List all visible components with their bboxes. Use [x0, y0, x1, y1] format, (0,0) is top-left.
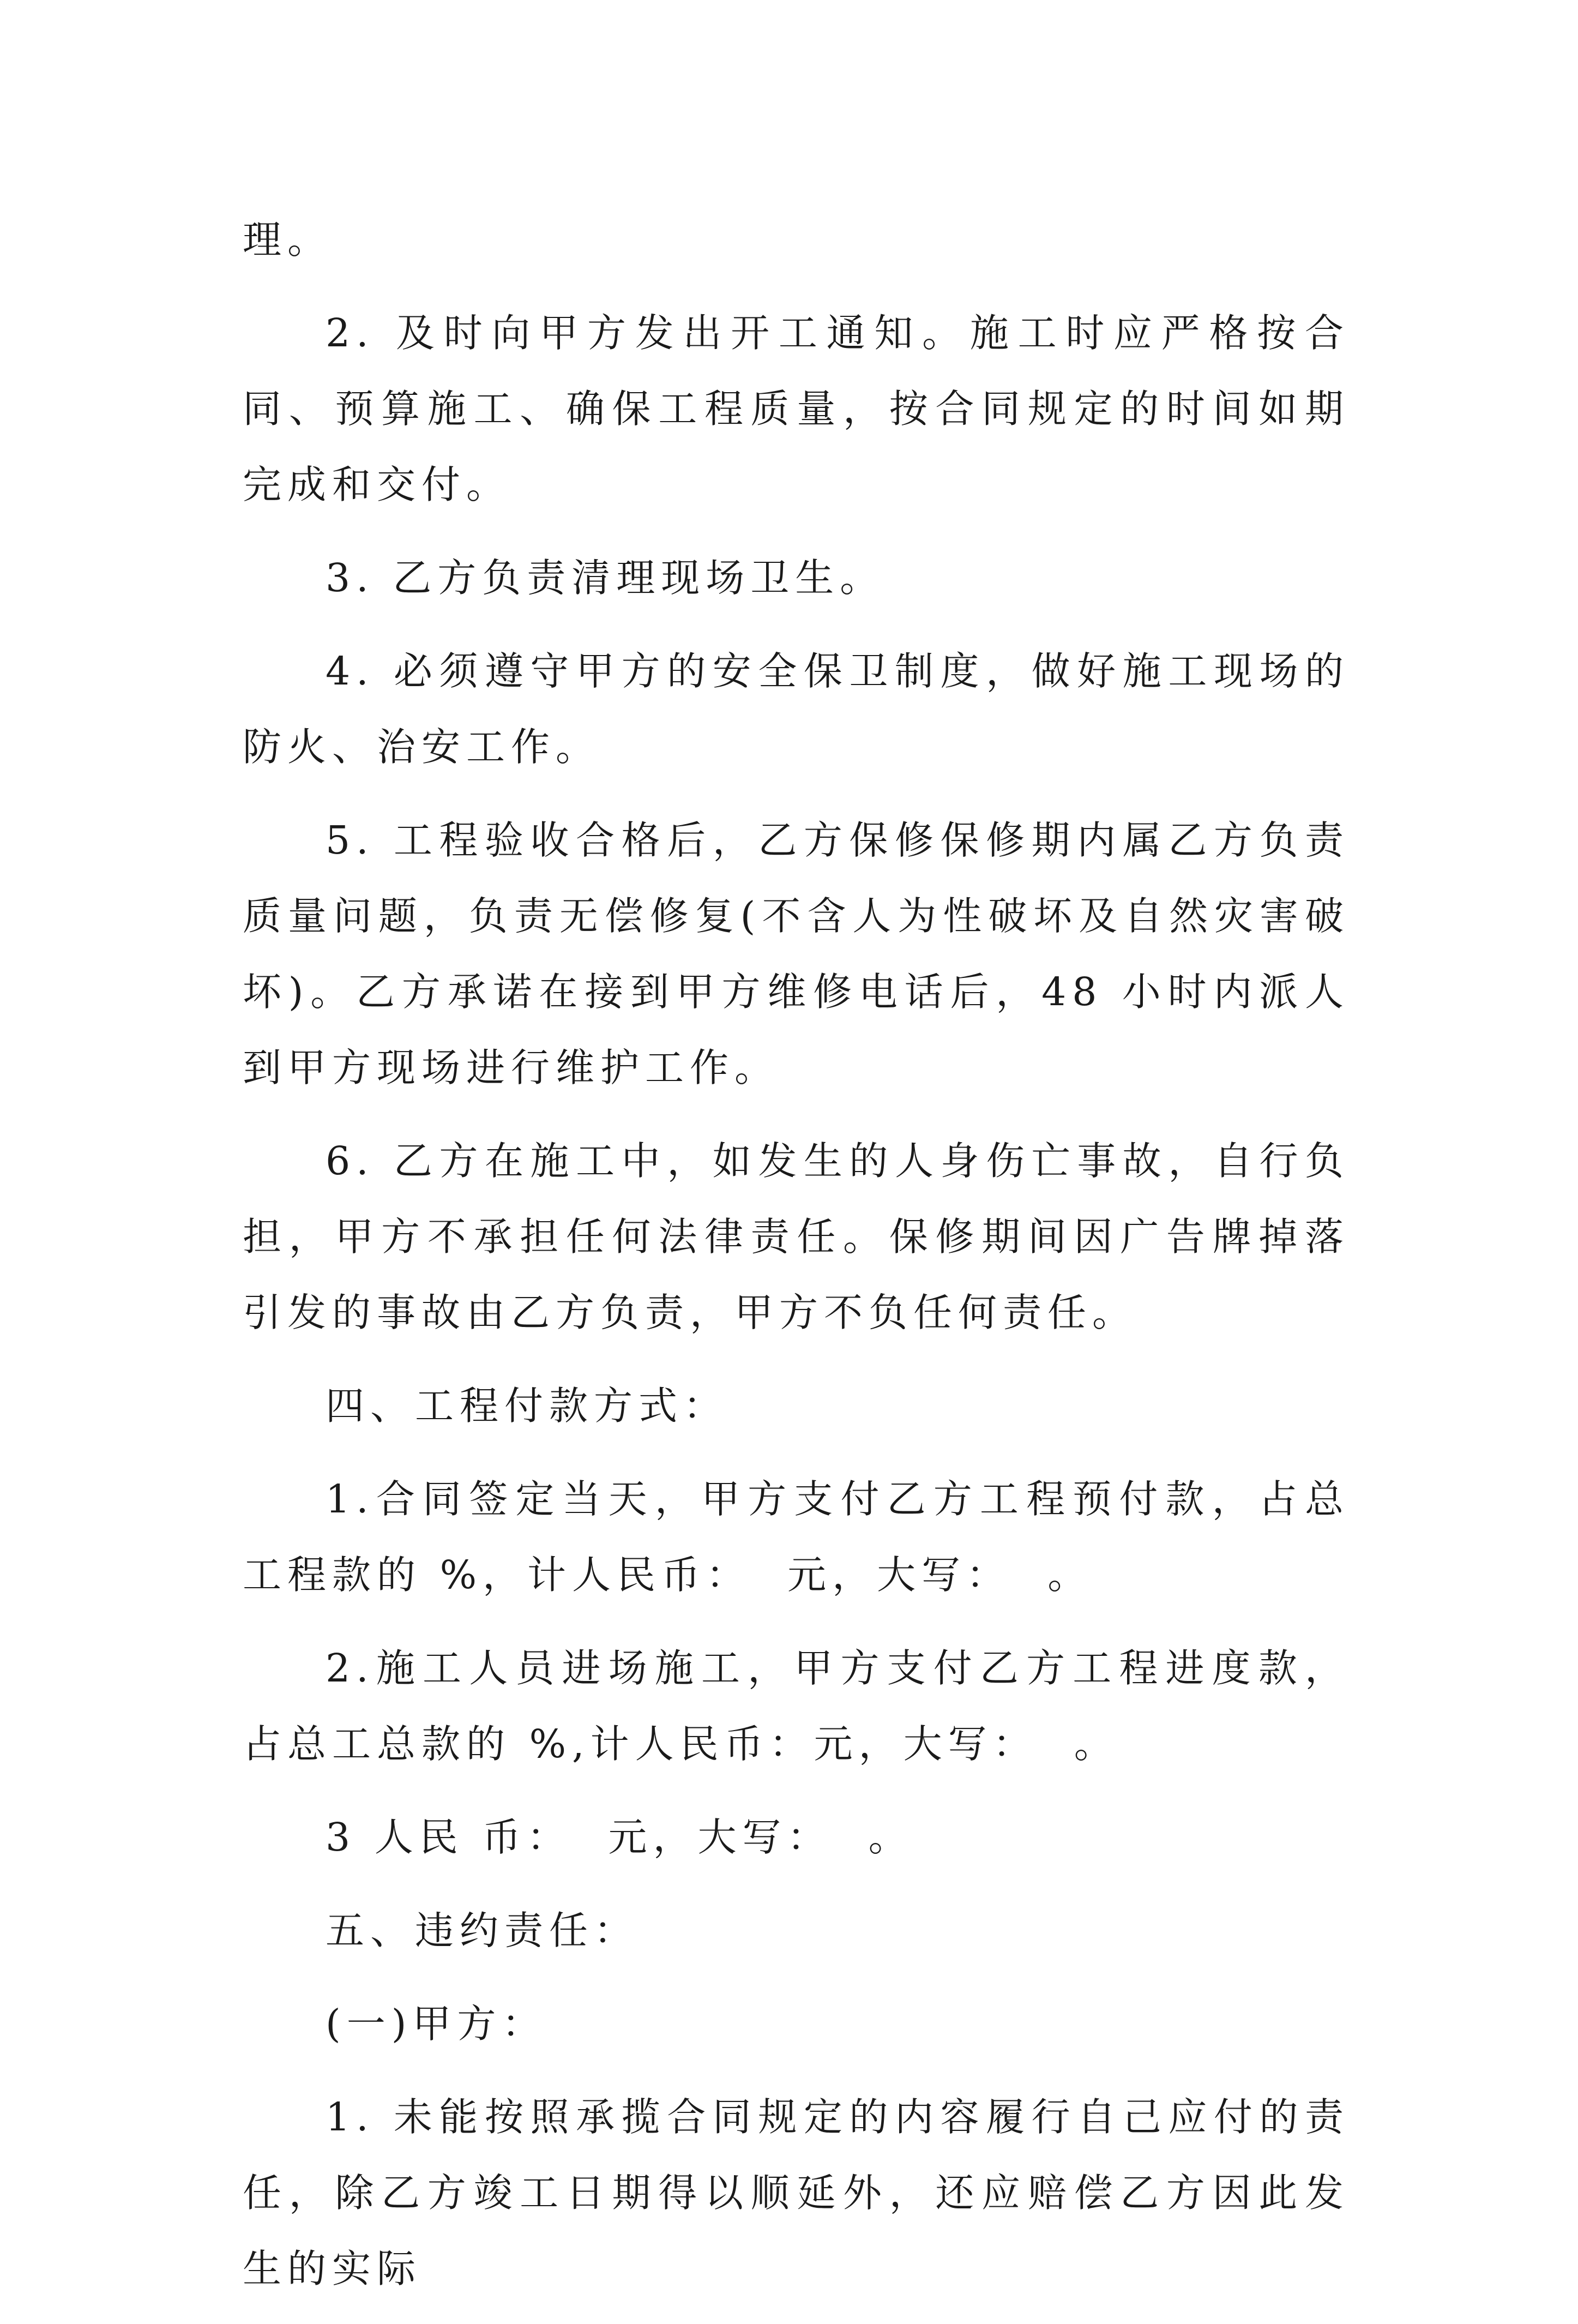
paragraph-liability-1: 1. 未能按照承揽合同规定的内容履行自己应付的责任，除乙方竣工日期得以顺延外，还应赔偿乙方因此发生的实际 — [243, 2094, 1350, 2291]
paragraph-clause-6: 6. 乙方在施工中，如发生的人身伤亡事故，自行负担，甲方不承担任何法律责任。保修期间因广告牌掉落引发的事故由乙方负责，甲方不负任何责任。 — [243, 1138, 1350, 1335]
section-heading-liability: 五、违约责任： — [326, 1908, 639, 1953]
paragraph-clause-4: 4. 必须遵守甲方的安全保卫制度，做好施工现场的防火、治安工作。 — [243, 648, 1350, 770]
paragraph-payment-3: 3 人民 币： 元，大写： 。 — [326, 1815, 913, 1860]
paragraph-continuation: 理。 — [243, 217, 333, 262]
section-heading-payment: 四、工程付款方式： — [326, 1383, 728, 1428]
paragraph-clause-3: 3. 乙方负责清理现场卫生。 — [326, 555, 885, 600]
paragraph-clause-2: 2. 及时向甲方发出开工通知。施工时应严格按合同、预算施工、确保工程质量，按合同规定的时间如期完成和交付。 — [243, 310, 1350, 507]
paragraph-clause-5: 5. 工程验收合格后，乙方保修保修期内属乙方负责质量问题，负责无偿修复(不含人为性破坏及自然灾害破坏)。乙方承诺在接到甲方维修电话后，48 小时内派人到甲方现场进行维护工作。 — [243, 818, 1350, 1090]
document-page — [243, 202, 1350, 2324]
paragraph-payment-2: 2.施工人员进场施工，甲方支付乙方工程进度款，占总工总款的 %,计人民币：元，大写： 。 — [243, 1646, 1350, 1767]
paragraph-payment-1: 1.合同签定当天，甲方支付乙方工程预付款，占总工程款的 %，计人民币： 元，大写： 。 — [243, 1476, 1350, 1598]
subheading-party-a: (一)甲方： — [326, 2001, 547, 2046]
